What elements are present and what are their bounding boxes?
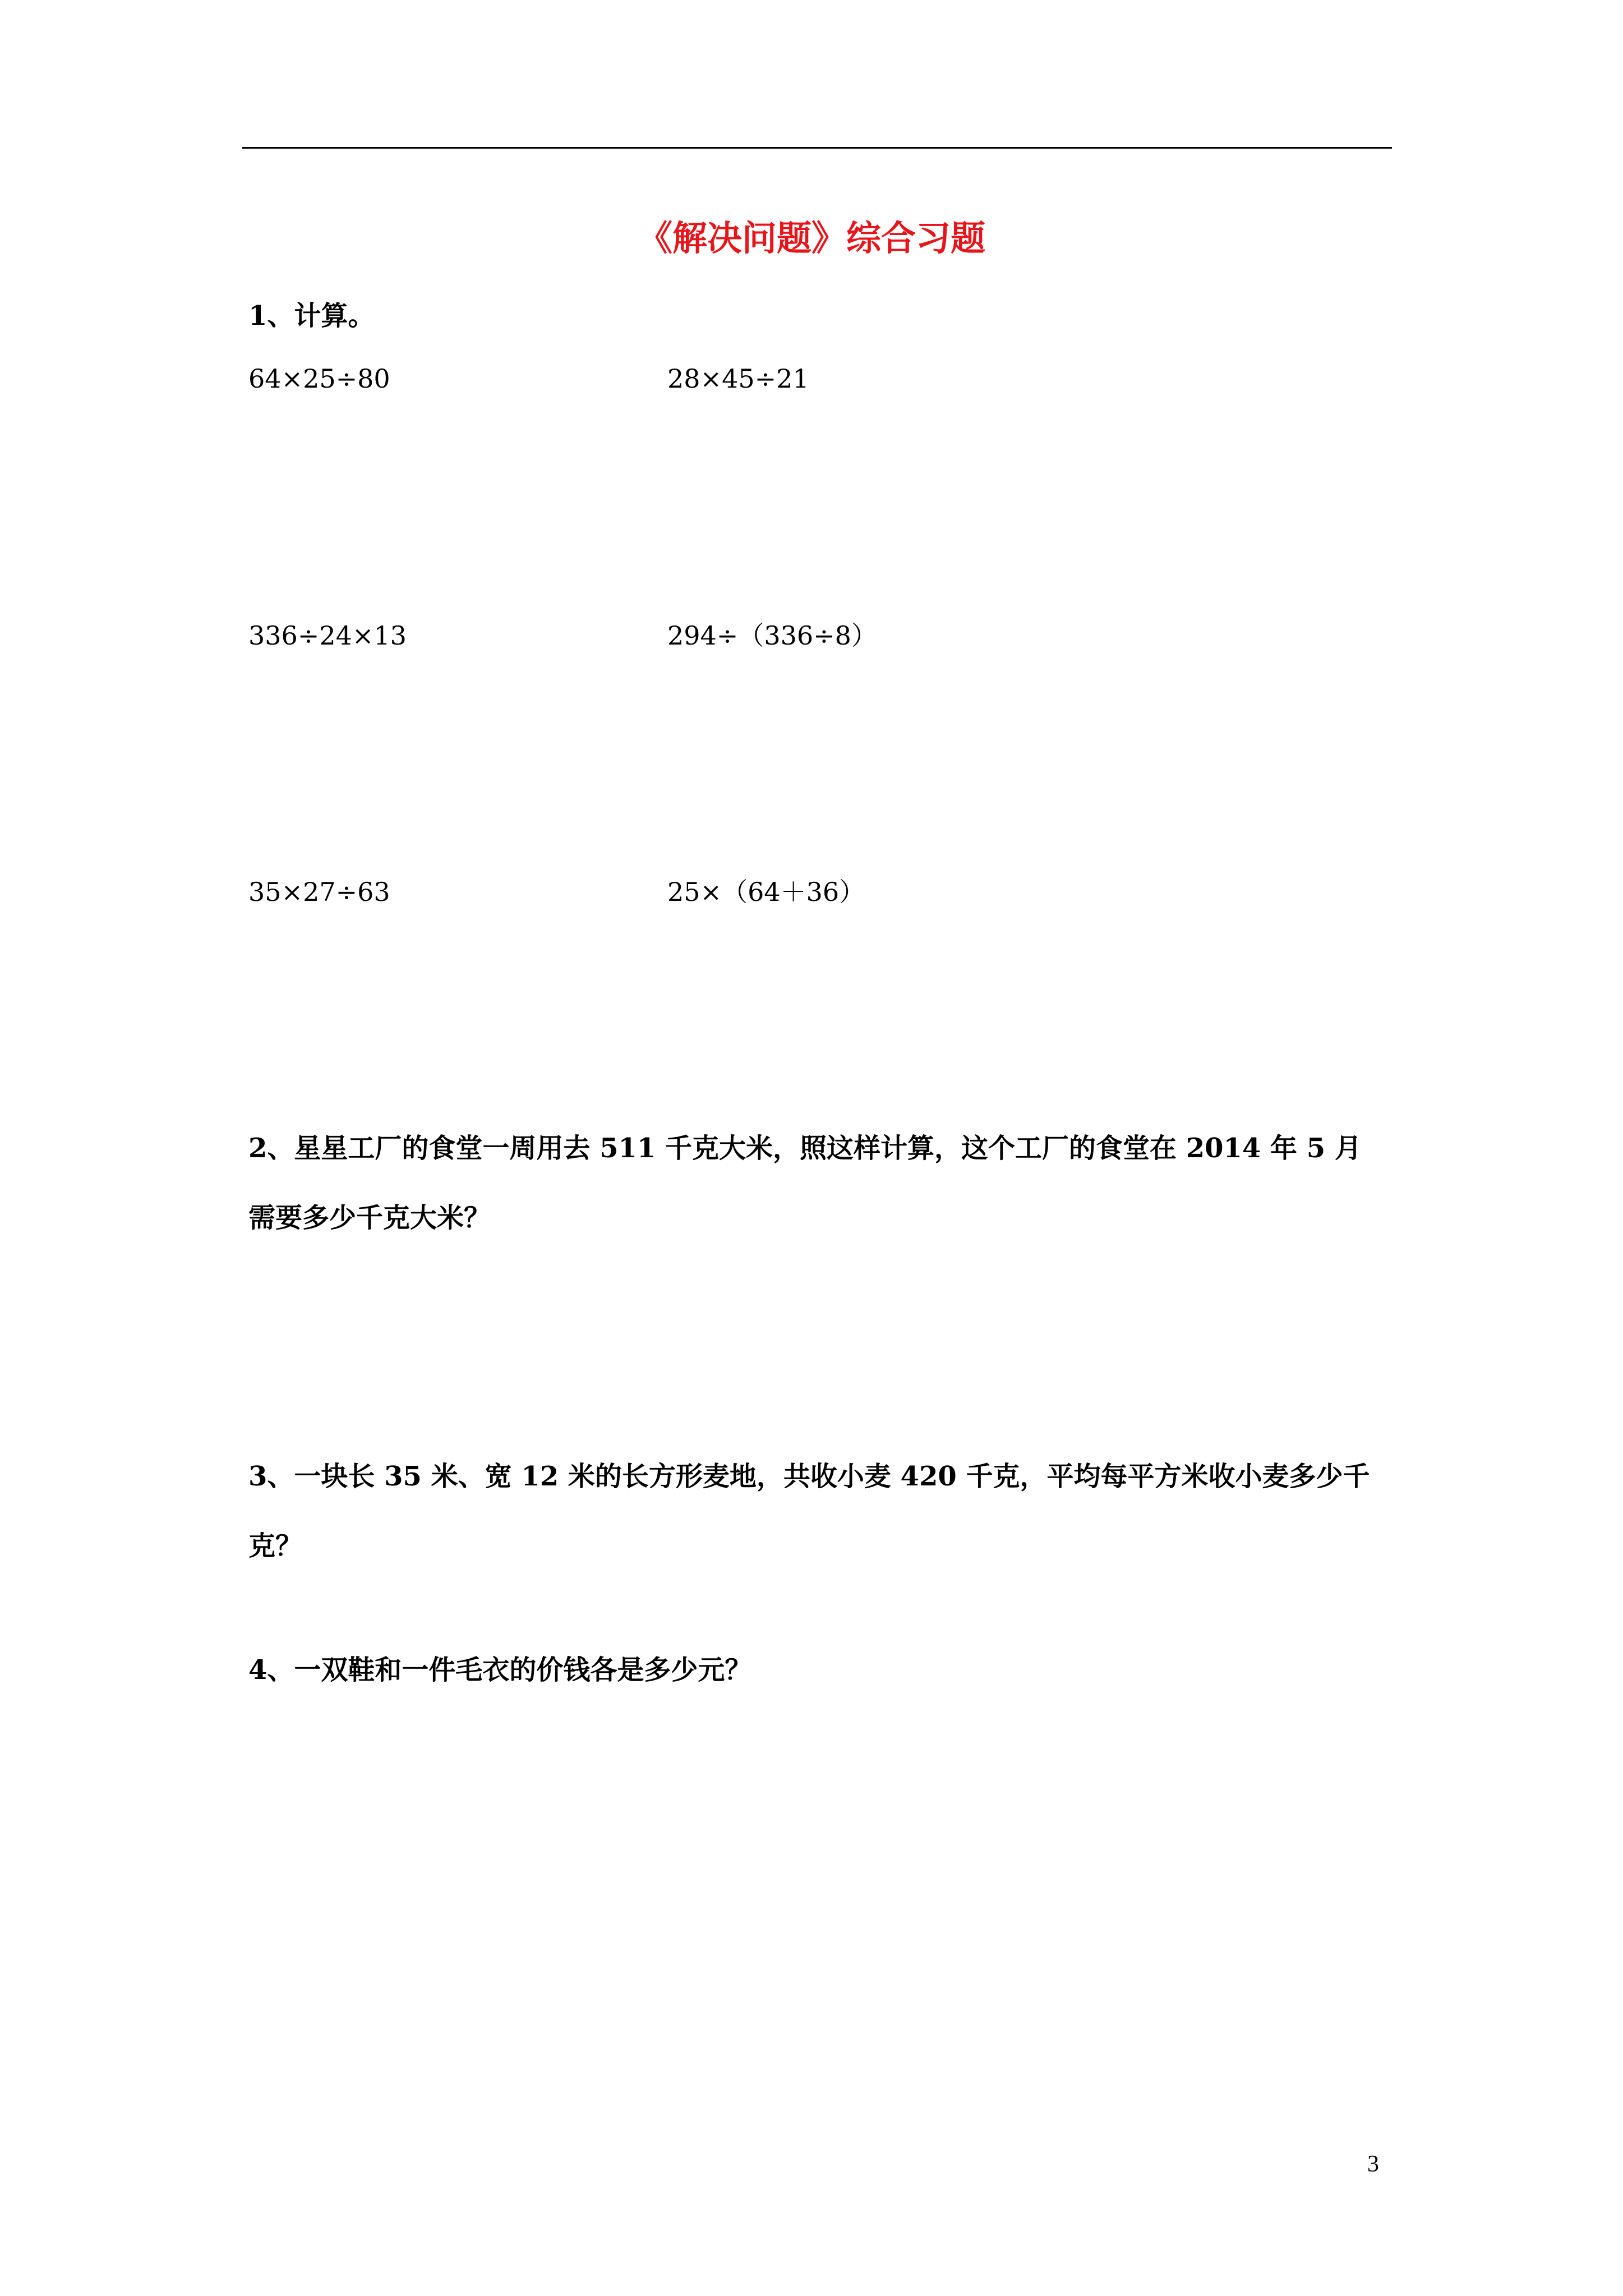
question-2 xyxy=(248,1114,1393,1253)
page-number: 3 xyxy=(1367,2151,1379,2177)
question-2-line-2: 需要多少千克大米？ xyxy=(248,1202,491,1234)
question-3 xyxy=(248,1442,1393,1581)
expression-5: 35×27÷63 xyxy=(248,877,390,907)
expression-3: 336÷24×13 xyxy=(248,620,407,651)
question-3-line-2: 克？ xyxy=(248,1530,303,1562)
header-rule xyxy=(242,147,1392,149)
expression-1: 64×25÷80 xyxy=(248,364,390,394)
expression-6: 25×（64＋36） xyxy=(667,877,865,907)
expression-2: 28×45÷21 xyxy=(667,364,809,394)
question-3-line-1: 3、一块长 35 米、宽 12 米的长方形麦地，共收小麦 420 千克，平均每平方米收小麦多少千 xyxy=(248,1461,1370,1492)
question-4-line-1: 4、一双鞋和一件毛衣的价钱各是多少元？ xyxy=(248,1654,752,1686)
question-2-line-1: 2、星星工厂的食堂一周用去 511 千克大米，照这样计算，这个工厂的食堂在 2014 年 5 月 xyxy=(248,1133,1362,1164)
expression-4: 294÷（336÷8） xyxy=(667,620,877,651)
question-1-heading: 1、计算。 xyxy=(248,300,375,332)
question-4 xyxy=(248,1635,1393,1705)
page-title: 《解决问题》综合习题 xyxy=(637,218,985,259)
